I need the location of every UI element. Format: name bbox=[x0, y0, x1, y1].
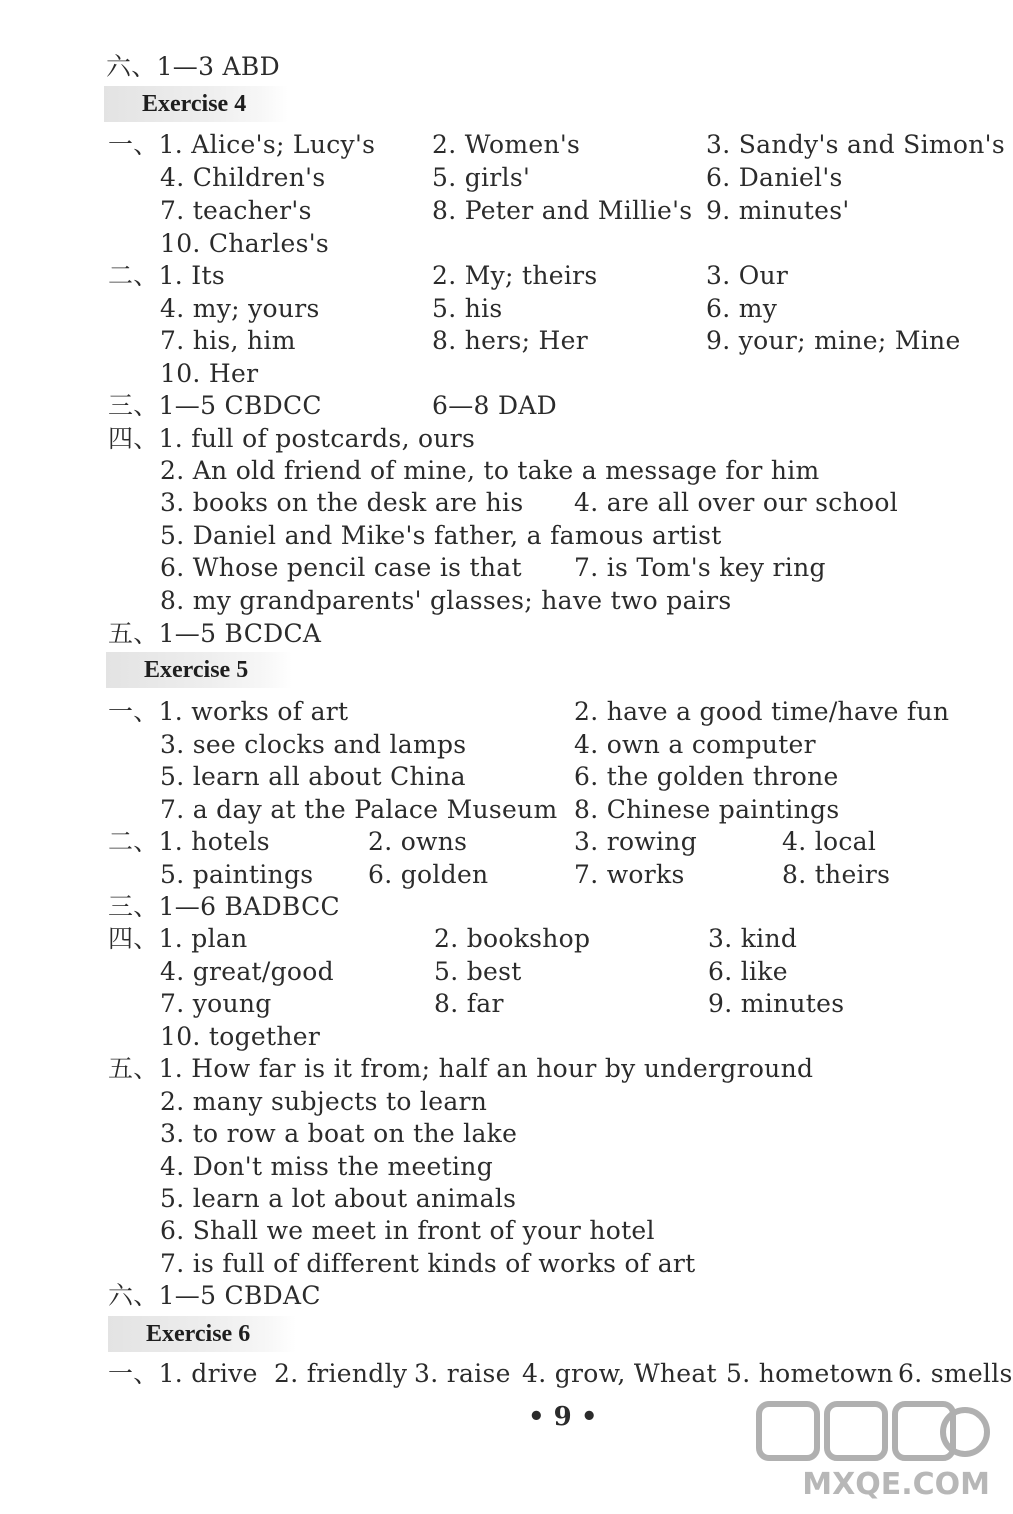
answer-line: 2. have a good time/have fun bbox=[574, 697, 950, 726]
watermark-url: MXQE.COM bbox=[802, 1467, 990, 1502]
answer-line: 三、1—6 BADBCC bbox=[108, 892, 340, 921]
answer-line: 4. are all over our school bbox=[574, 488, 898, 517]
exercise-heading: Exercise 5 bbox=[106, 652, 292, 688]
answer-line: 二、1. hotels bbox=[108, 827, 270, 856]
answer-line: 2. bookshop bbox=[434, 924, 591, 953]
answer-line: 5. learn a lot about animals bbox=[160, 1184, 517, 1213]
answer-line: 五、1—5 BCDCA bbox=[108, 619, 322, 648]
answer-line: 2. friendly bbox=[274, 1359, 408, 1388]
answer-line: 7. teacher's bbox=[160, 196, 312, 225]
answer-line: 4. grow, Wheat bbox=[522, 1359, 717, 1388]
answer-line: 5. learn all about China bbox=[160, 762, 466, 791]
answer-line: 5. paintings bbox=[160, 860, 314, 889]
answer-line: 5. best bbox=[434, 957, 522, 986]
answer-line: 4. great/good bbox=[160, 957, 334, 986]
answer-line: 2. An old friend of mine, to take a message for him bbox=[160, 456, 820, 485]
answer-line: 8. hers; Her bbox=[432, 326, 588, 355]
answer-line: 8. Peter and Millie's bbox=[432, 196, 693, 225]
answer-line: 10. Her bbox=[160, 359, 259, 388]
answer-line: 2. many subjects to learn bbox=[160, 1087, 488, 1116]
answer-line: 5. Daniel and Mike's father, a famous artist bbox=[160, 521, 722, 550]
answer-line: 6. Daniel's bbox=[706, 163, 843, 192]
answer-line: 6. Whose pencil case is that bbox=[160, 553, 522, 582]
answer-line: 一、1. works of art bbox=[108, 697, 349, 726]
answer-line: 6. smells bbox=[898, 1359, 1013, 1388]
answer-line: 7. works bbox=[574, 860, 685, 889]
answer-line: 7. is full of different kinds of works of art bbox=[160, 1249, 696, 1278]
answer-line: 4. own a computer bbox=[574, 730, 816, 759]
answer-line: 8. my grandparents' glasses; have two pairs bbox=[160, 586, 732, 615]
answer-line: 3. Our bbox=[706, 261, 789, 290]
answer-line: 7. a day at the Palace Museum bbox=[160, 795, 558, 824]
answer-line: 5. girls' bbox=[432, 163, 531, 192]
answer-line: 4. my; yours bbox=[160, 294, 320, 323]
answer-line: 3. see clocks and lamps bbox=[160, 730, 467, 759]
answer-line: 8. Chinese paintings bbox=[574, 795, 840, 824]
answer-line: 9. your; mine; Mine bbox=[706, 326, 961, 355]
answer-line: 4. Children's bbox=[160, 163, 326, 192]
exercise-heading: Exercise 6 bbox=[108, 1316, 296, 1352]
answer-line: 6. Shall we meet in front of your hotel bbox=[160, 1216, 655, 1245]
answer-line: 8. far bbox=[434, 989, 504, 1018]
answer-line: 二、1. Its bbox=[108, 261, 225, 290]
watermark-logo bbox=[749, 1396, 994, 1506]
answer-line: 9. minutes' bbox=[706, 196, 850, 225]
answer-line: 4. local bbox=[782, 827, 877, 856]
answer-line: 2. My; theirs bbox=[432, 261, 598, 290]
answer-line: 3. books on the desk are his bbox=[160, 488, 524, 517]
answer-line: 4. Don't miss the meeting bbox=[160, 1152, 494, 1181]
answer-line: 3. Sandy's and Simon's bbox=[706, 130, 1005, 159]
answer-line: 四、1. plan bbox=[108, 924, 248, 953]
page-number: • 9 • bbox=[528, 1402, 598, 1432]
answer-line: 5. hometown bbox=[726, 1359, 894, 1388]
answer-line: 6. my bbox=[706, 294, 778, 323]
answer-line: 3. to row a boat on the lake bbox=[160, 1119, 518, 1148]
answer-line: 六、1—5 CBDAC bbox=[108, 1281, 321, 1310]
answer-line: 3. kind bbox=[708, 924, 798, 953]
answer-line: 一、1. Alice's; Lucy's bbox=[108, 130, 376, 159]
answer-line: 一、1. drive bbox=[108, 1359, 258, 1388]
answer-line: 2. owns bbox=[368, 827, 468, 856]
answer-line: 四、1. full of postcards, ours bbox=[108, 424, 476, 453]
answer-line: 6—8 DAD bbox=[432, 391, 558, 420]
answer-line: 三、1—5 CBDCC bbox=[108, 391, 322, 420]
answer-line: 5. his bbox=[432, 294, 503, 323]
answer-line: 6. golden bbox=[368, 860, 489, 889]
answer-line: 6. like bbox=[708, 957, 788, 986]
answer-line: 6. the golden throne bbox=[574, 762, 839, 791]
answer-line: 3. rowing bbox=[574, 827, 698, 856]
answer-line: 7. is Tom's key ring bbox=[574, 553, 826, 582]
answer-line: 8. theirs bbox=[782, 860, 891, 889]
answer-line: 10. together bbox=[160, 1022, 321, 1051]
answer-line: 3. raise bbox=[414, 1359, 511, 1388]
answer-line: 10. Charles's bbox=[160, 229, 330, 258]
answer-line: 7. young bbox=[160, 989, 272, 1018]
answer-line: 7. his, him bbox=[160, 326, 296, 355]
answer-line: 六、1—3 ABD bbox=[106, 52, 280, 81]
answer-line: 2. Women's bbox=[432, 130, 581, 159]
exercise-heading: Exercise 4 bbox=[104, 86, 288, 122]
answer-line: 9. minutes bbox=[708, 989, 845, 1018]
answer-line: 五、1. How far is it from; half an hour by underground bbox=[108, 1054, 814, 1083]
